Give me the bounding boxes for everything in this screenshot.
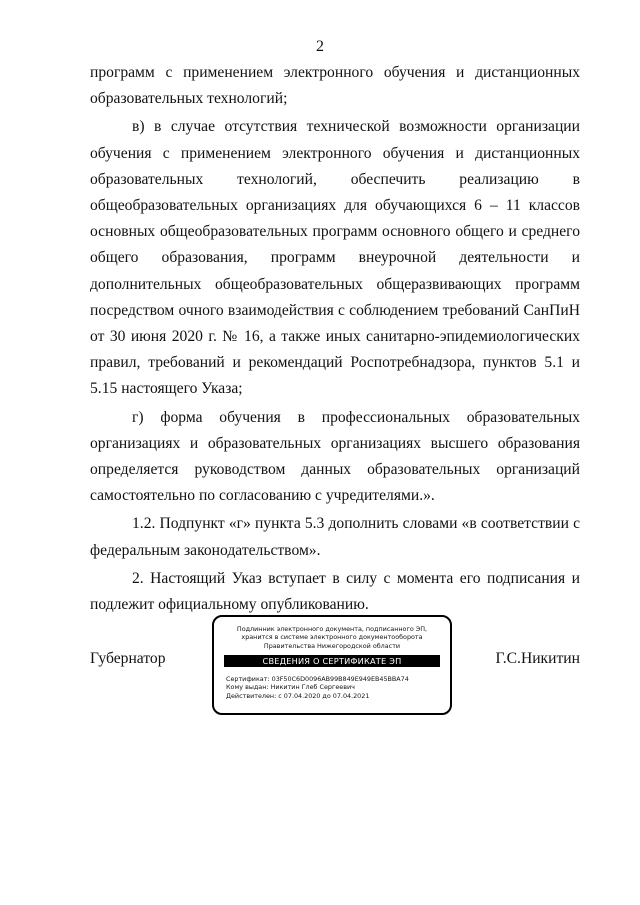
paragraph-item-v: в) в случае отсутствия технической возможности организации обучения с применением электронного обучения и дистанционных образовательных технологий, обеспечить реализацию в общеобразовательных организациях для обучающихся 6 – 11 классов основных общеобразовательных программ основного общего и среднего общего образования, программ внеурочной деятельности и дополнительных общеобразовательных общеразвивающих программ посредством очного взаимодействия с соблюдением требований СанПиН от 30 июня 2020 г. № 16, а также иных санитарно-эпидемиологических правил, требований и рекомендаций Роспотребнадзора, пунктов 5.1 и 5.15 настоящего Указа; xyxy=(90,118,580,398)
stamp-header-line: хранится в системе электронного документооборота xyxy=(241,633,423,642)
stamp-header-line: Правительства Нижегородской области xyxy=(263,641,401,650)
document-body xyxy=(90,60,580,618)
paragraph-continuation: программ с применением электронного обучения и дистанционных образовательных технологий; xyxy=(90,64,580,108)
stamp-validity: Действителен: с 07.04.2020 до 07.04.2021 xyxy=(226,691,370,700)
page-number: 2 xyxy=(316,38,324,55)
stamp-title-bar: СВЕДЕНИЯ О СЕРТИФИКАТЕ ЭП xyxy=(224,655,440,667)
signatory-name: Г.С.Никитин xyxy=(495,650,580,667)
stamp-header xyxy=(214,625,450,650)
paragraph-clause-2: 2. Настоящий Указ вступает в силу с момента его подписания и подлежит официальному опубликованию. xyxy=(90,569,580,614)
signatory-position: Губернатор xyxy=(90,650,166,667)
paragraph-item-g: г) форма обучения в профессиональных образовательных организациях и образовательных организациях высшего образования определяется руководством данных образовательных организаций самостоятельно по согласованию с учредителями.». xyxy=(90,408,580,505)
electronic-signature-stamp xyxy=(212,615,452,715)
signature-block xyxy=(90,620,580,720)
stamp-header-line: Подлинник электронного документа, подписанного ЭП, xyxy=(236,625,428,633)
paragraph-clause-1-2: 1.2. Подпункт «г» пункта 5.3 дополнить словами «в соответствии с федеральным законодательством». xyxy=(90,515,580,559)
stamp-issued-to: Кому выдан: Никитин Глеб Сергеевич xyxy=(226,683,355,692)
stamp-details xyxy=(226,675,450,700)
stamp-certificate: Сертификат: 03F50C6D0096AB99B849E949EB45BBA74 xyxy=(226,675,409,684)
